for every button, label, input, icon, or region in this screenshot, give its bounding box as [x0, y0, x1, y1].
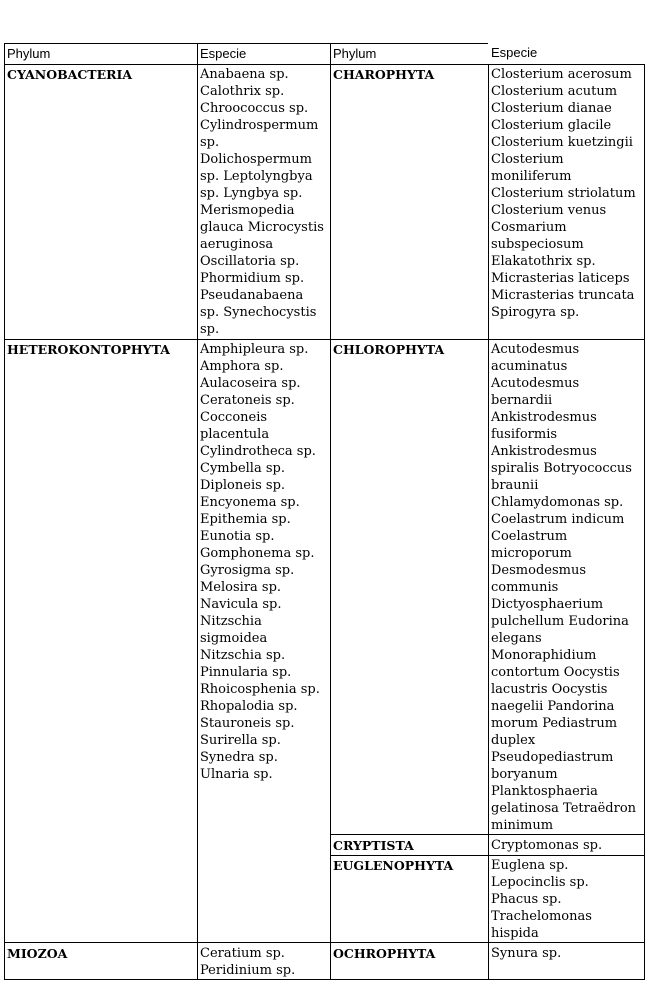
phylum-miozoa: MIOZOA [7, 946, 68, 961]
species-line: Elakatothrix sp. [491, 254, 596, 269]
species-line: Ankistrodesmus [491, 444, 597, 459]
species-line: morum Pediastrum [491, 716, 618, 731]
phylum-charophyta: CHAROPHYTA [333, 67, 435, 82]
species-line: Phormidium sp. [200, 271, 305, 286]
species-list-ochrophyta [489, 945, 644, 962]
species-line: Nitzschia [200, 614, 262, 629]
species-line: microporum [491, 546, 572, 561]
species-line: Ceratoneis sp. [200, 393, 295, 408]
species-line: Acutodesmus [491, 342, 580, 357]
species-line: Cymbella sp. [200, 461, 285, 476]
species-list-cryptista [489, 837, 644, 854]
phylum-cryptista: CRYPTISTA [333, 838, 414, 853]
species-line: Trachelomonas [491, 909, 592, 924]
species-line: Nitzschia sp. [200, 648, 286, 663]
species-line: elegans [491, 631, 542, 646]
species-line: Synura sp. [491, 946, 562, 961]
species-line: duplex [491, 733, 536, 748]
species-line: Stauroneis sp. [200, 716, 295, 731]
species-line: Gomphonema sp. [200, 546, 315, 561]
species-line: Chlamydomonas sp. [491, 495, 624, 510]
species-line: Acutodesmus [491, 376, 580, 391]
species-line: Micrasterias laticeps [491, 271, 630, 286]
phylum-chlorophyta: CHLOROPHYTA [333, 342, 445, 357]
species-line: Melosira sp. [200, 580, 282, 595]
species-line: Pseudopediastrum [491, 750, 614, 765]
species-line: Gyrosigma sp. [200, 563, 295, 578]
species-line: Anabaena sp. [200, 67, 289, 82]
species-line: Cylindrotheca sp. [200, 444, 316, 459]
species-line: pulchellum Eudorina [491, 614, 629, 629]
species-line: Cryptomonas sp. [491, 838, 603, 853]
species-line: glauca Microcystis [200, 220, 324, 235]
species-line: Amphora sp. [200, 359, 284, 374]
species-line: Closterium dianae [491, 101, 612, 116]
phylum-ochrophyta: OCHROPHYTA [333, 946, 436, 961]
species-list-cyanobacteria [198, 66, 330, 338]
rule-right [644, 64, 645, 980]
species-line: communis [491, 580, 559, 595]
species-line: gelatinosa Tetraëdron [491, 801, 637, 816]
species-line: Diploneis sp. [200, 478, 286, 493]
species-line: spiralis Botryococcus [491, 461, 632, 476]
species-line: sp. Lyngbya sp. [200, 186, 303, 201]
species-list-miozoa [198, 945, 330, 979]
header-especie-left: Especie [200, 46, 247, 61]
species-line: Eunotia sp. [200, 529, 275, 544]
species-line: Pinnularia sp. [200, 665, 292, 680]
species-list-chlorophyta [489, 341, 644, 834]
species-line: Dictyosphaerium [491, 597, 604, 612]
species-line: Peridinium sp. [200, 963, 296, 978]
species-line: Rhopalodia sp. [200, 699, 298, 714]
species-line: naegelii Pandorina [491, 699, 615, 714]
species-line: braunii [491, 478, 539, 493]
species-line: Synedra sp. [200, 750, 278, 765]
species-line: Spirogyra sp. [491, 305, 580, 320]
species-line: Closterium glacile [491, 118, 612, 133]
species-line: Planktosphaeria [491, 784, 598, 799]
species-line: Merismopedia [200, 203, 295, 218]
species-line: minimum [491, 818, 554, 833]
species-line: aeruginosa [200, 237, 274, 252]
species-line: Lepocinclis sp. [491, 875, 589, 890]
species-line: Chroococcus sp. [200, 101, 309, 116]
species-line: Closterium acutum [491, 84, 618, 99]
species-line: contortum Oocystis [491, 665, 620, 680]
species-line: Epithemia sp. [200, 512, 291, 527]
species-line: bernardii [491, 393, 553, 408]
header-phylum-left: Phylum [7, 46, 51, 61]
species-line: sp. Synechocystis [200, 305, 317, 320]
species-line: Micrasterias truncata [491, 288, 635, 303]
species-line: Pseudanabaena [200, 288, 304, 303]
species-line: Oscillatoria sp. [200, 254, 300, 269]
phylum-heterokontophyta: HETEROKONTOPHYTA [7, 342, 170, 357]
species-line: Closterium [491, 152, 564, 167]
species-line: lacustris Oocystis [491, 682, 608, 697]
species-list-charophyta [489, 66, 644, 321]
species-line: sigmoidea [200, 631, 268, 646]
species-line: Cylindrospermum [200, 118, 319, 133]
species-line: hispida [491, 926, 539, 941]
species-line: Encyonema sp. [200, 495, 300, 510]
species-line: Monoraphidium [491, 648, 597, 663]
species-line: sp. [200, 322, 220, 337]
species-line: Calothrix sp. [200, 84, 285, 99]
species-line: boryanum [491, 767, 558, 782]
rule-row2-bottom [4, 942, 645, 943]
species-line: moniliferum [491, 169, 572, 184]
header-phylum-right: Phylum [333, 46, 377, 61]
phylum-euglenophyta: EUGLENOPHYTA [333, 858, 454, 873]
rule-left [4, 43, 5, 980]
species-line: Cocconeis [200, 410, 268, 425]
species-line: placentula [200, 427, 270, 442]
species-line: Closterium acerosum [491, 67, 632, 82]
species-line: Rhoicosphenia sp. [200, 682, 320, 697]
species-line: Dolichospermum [200, 152, 312, 167]
species-line: Ceratium sp. [200, 946, 285, 961]
species-line: Aulacoseira sp. [200, 376, 301, 391]
species-line: Desmodesmus [491, 563, 586, 578]
species-line: Navicula sp. [200, 597, 282, 612]
species-line: sp. Leptolyngbya [200, 169, 313, 184]
species-line: acuminatus [491, 359, 568, 374]
species-line: Ulnaria sp. [200, 767, 273, 782]
species-line: subspeciosum [491, 237, 584, 252]
species-line: Surirella sp. [200, 733, 281, 748]
species-line: fusiformis [491, 427, 558, 442]
species-line: Coelastrum indicum [491, 512, 625, 527]
species-line: Phacus sp. [491, 892, 562, 907]
species-line: Ankistrodesmus [491, 410, 597, 425]
phylum-cyanobacteria: CYANOBACTERIA [7, 67, 133, 82]
header-especie-right: Especie [491, 45, 538, 60]
species-line: Cosmarium [491, 220, 567, 235]
species-line: Closterium striolatum [491, 186, 636, 201]
species-list-heterokontophyta [198, 341, 330, 783]
rule-row1-bottom [4, 339, 645, 340]
species-line: Euglena sp. [491, 858, 569, 873]
rule-header-bottom [4, 64, 645, 65]
species-line: sp. [200, 135, 220, 150]
species-line: Amphipleura sp. [200, 342, 309, 357]
species-line: Coelastrum [491, 529, 568, 544]
species-list-euglenophyta [489, 857, 644, 942]
species-line: Closterium kuetzingii [491, 135, 633, 150]
species-line: Closterium venus [491, 203, 607, 218]
rule-top [4, 43, 488, 44]
rule-bottom [4, 979, 645, 980]
